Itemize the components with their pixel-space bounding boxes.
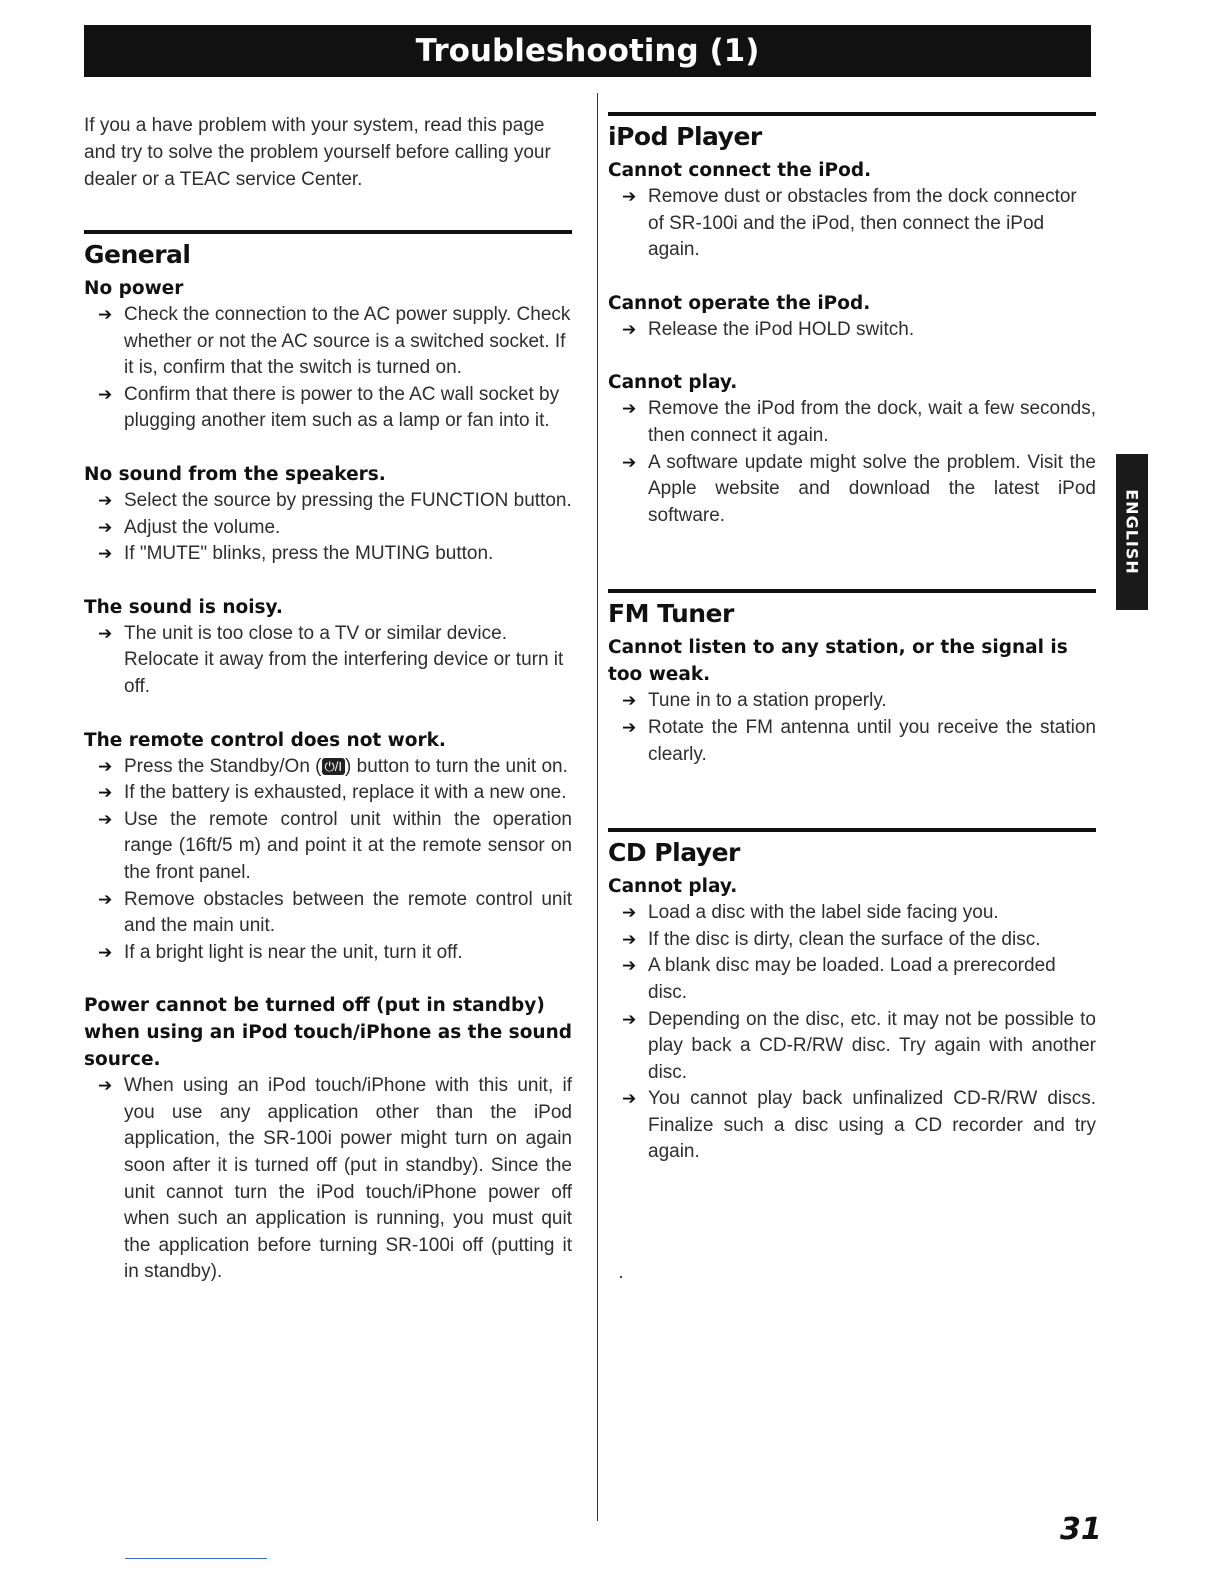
- arrow-right-icon: ➔: [622, 717, 637, 737]
- solution-item: ➔ Remove dust or obstacles from the dock connector of SR-100i and the iPod, then connect the iPod again.: [622, 186, 1077, 261]
- arrow-right-icon: ➔: [622, 319, 637, 339]
- solution-item: ➔ Check the connection to the AC power supply. Check whether or not the AC source is a switched socket. If it is, confirm that the switch is turned on.: [98, 304, 571, 379]
- solution-item: ➔ A software update might solve the problem. Visit the Apple website and download the latest iPod software.: [622, 451, 1096, 526]
- arrow-right-icon: ➔: [98, 517, 113, 537]
- arrow-right-icon: ➔: [98, 305, 113, 324]
- arrow-right-icon: ➔: [622, 691, 637, 711]
- solution-item: ➔ Load a disc with the label side facing you.: [608, 900, 1096, 927]
- language-tab-label: ENGLISH: [1122, 489, 1142, 575]
- problem-title: No power: [84, 278, 184, 299]
- language-tab: [1116, 454, 1148, 610]
- solution-item: ➔ If the battery is exhausted, replace it with a new one.: [84, 780, 572, 807]
- problem-title: Cannot listen to any station, or the signal is too weak.: [608, 637, 1068, 686]
- arrow-right-icon: ➔: [98, 623, 113, 643]
- solution-item: ➔ Tune in to a station properly.: [608, 688, 1096, 715]
- arrow-right-icon: ➔: [98, 809, 113, 829]
- section-rule: [84, 230, 572, 234]
- problem-title: Cannot operate the iPod.: [608, 292, 871, 314]
- solution-item: ➔ Rotate the FM antenna until you receive the station clearly.: [622, 716, 1096, 765]
- arrow-right-icon: ➔: [98, 756, 113, 776]
- section-fm-tuner: [608, 589, 1096, 768]
- section-rule: [608, 589, 1096, 593]
- solution-item: ➔ If the disc is dirty, clean the surface of the disc.: [608, 927, 1096, 954]
- problem-group: [608, 290, 1096, 344]
- page-number: 31: [1060, 1512, 1102, 1547]
- problem-title: Cannot play.: [608, 876, 738, 898]
- problem-group: [608, 634, 1096, 768]
- problem-title: Cannot play.: [608, 372, 738, 394]
- arrow-right-icon: ➔: [98, 490, 113, 510]
- solution-item: ➔ The unit is too close to a TV or similar device. Relocate it away from the interfering device or turn it off.: [98, 622, 564, 697]
- intro-text: If you a have problem with your system, read this page and try to solve the problem yourself before calling your dealer or a TEAC service Center.: [84, 115, 551, 190]
- arrow-right-icon: ➔: [98, 942, 113, 962]
- section-heading: CD Player: [608, 838, 740, 868]
- right-column: [608, 112, 1096, 1192]
- problem-title: The remote control does not work.: [84, 729, 446, 751]
- arrow-right-icon: ➔: [622, 929, 637, 949]
- arrow-right-icon: ➔: [98, 384, 113, 404]
- problem-group: [608, 369, 1096, 529]
- footer-link-underline: [125, 1558, 267, 1559]
- stray-dot: [620, 1276, 622, 1278]
- section-ipod: [608, 112, 1096, 529]
- problem-title: Power cannot be turned off (put in standby) when using an iPod touch/iPhone as the sound source.: [84, 995, 572, 1071]
- arrow-right-icon: ➔: [98, 889, 113, 909]
- solution-item: ➔ Adjust the volume.: [84, 515, 572, 542]
- section-cd-player: [608, 828, 1096, 1166]
- section-rule: [608, 828, 1096, 832]
- problem-title: Cannot connect the iPod.: [608, 160, 872, 181]
- problem-group: [608, 157, 1096, 264]
- solution-item: ➔ You cannot play back unfinalized CD-R/RW discs. Finalize such a disc using a CD recorder and try again.: [622, 1088, 1096, 1163]
- solution-item: ➔ Confirm that there is power to the AC wall socket by plugging another item such as a lamp or fan into it.: [98, 383, 560, 432]
- solution-item: ➔ Remove obstacles between the remote control unit and the main unit.: [98, 888, 572, 937]
- section-heading: FM Tuner: [608, 599, 734, 629]
- solution-item: ➔ If a bright light is near the unit, turn it off.: [84, 940, 572, 967]
- arrow-right-icon: ➔: [98, 783, 113, 803]
- problem-group: [84, 594, 572, 701]
- problem-title: No sound from the speakers.: [84, 463, 386, 485]
- problem-group: [84, 727, 572, 967]
- problem-group: [84, 461, 572, 568]
- solution-item: ➔ Release the iPod HOLD switch.: [608, 317, 1096, 344]
- section-heading: iPod Player: [608, 122, 762, 151]
- standby-power-icon: ⏻/I: [322, 758, 346, 775]
- arrow-right-icon: ➔: [622, 1009, 637, 1029]
- arrow-right-icon: ➔: [622, 452, 637, 472]
- left-column: [84, 112, 572, 1312]
- arrow-right-icon: ➔: [622, 187, 637, 206]
- arrow-right-icon: ➔: [622, 903, 637, 923]
- solution-item: ➔ Depending on the disc, etc. it may not be possible to play back a CD-R/RW disc. Try again with another disc.: [622, 1008, 1096, 1083]
- problem-group: [608, 873, 1096, 1166]
- solution-item: ➔ Press the Standby/On ( ⏻/I ) button to turn the unit on.: [84, 754, 572, 781]
- arrow-right-icon: ➔: [622, 956, 637, 976]
- arrow-right-icon: ➔: [98, 1076, 113, 1096]
- solution-item: ➔ Use the remote control unit within the operation range (16ft/5 m) and point it at the remote sensor on the front panel.: [98, 808, 572, 883]
- solution-item: ➔ If "MUTE" blinks, press the MUTING button.: [84, 541, 572, 568]
- page-title: Troubleshooting (1): [84, 25, 1091, 77]
- arrow-right-icon: ➔: [622, 1089, 637, 1109]
- problem-title: The sound is noisy.: [84, 596, 283, 618]
- solution-item: ➔ When using an iPod touch/iPhone with this unit, if you use any application other than the iPod application, the SR-100i power might turn on again soon after it is turned off (put in standby). Since the unit cannot turn the iPod touch/iPhone power off when such an application is running, you must quit the application before turning SR-100i off (putting it in standby).: [98, 1075, 572, 1283]
- section-general: [84, 230, 572, 1286]
- arrow-right-icon: ➔: [622, 399, 637, 419]
- solution-item: ➔ Select the source by pressing the FUNCTION button.: [84, 488, 572, 515]
- solution-item: ➔ A blank disc may be loaded. Load a prerecorded disc.: [622, 955, 1056, 1003]
- section-rule: [608, 112, 1096, 116]
- problem-group: [84, 992, 572, 1286]
- solution-item: ➔ Remove the iPod from the dock, wait a few seconds, then connect it again.: [622, 398, 1096, 446]
- arrow-right-icon: ➔: [98, 544, 113, 564]
- section-heading: General: [84, 240, 191, 269]
- column-divider: [597, 93, 598, 1521]
- problem-group: [84, 275, 572, 435]
